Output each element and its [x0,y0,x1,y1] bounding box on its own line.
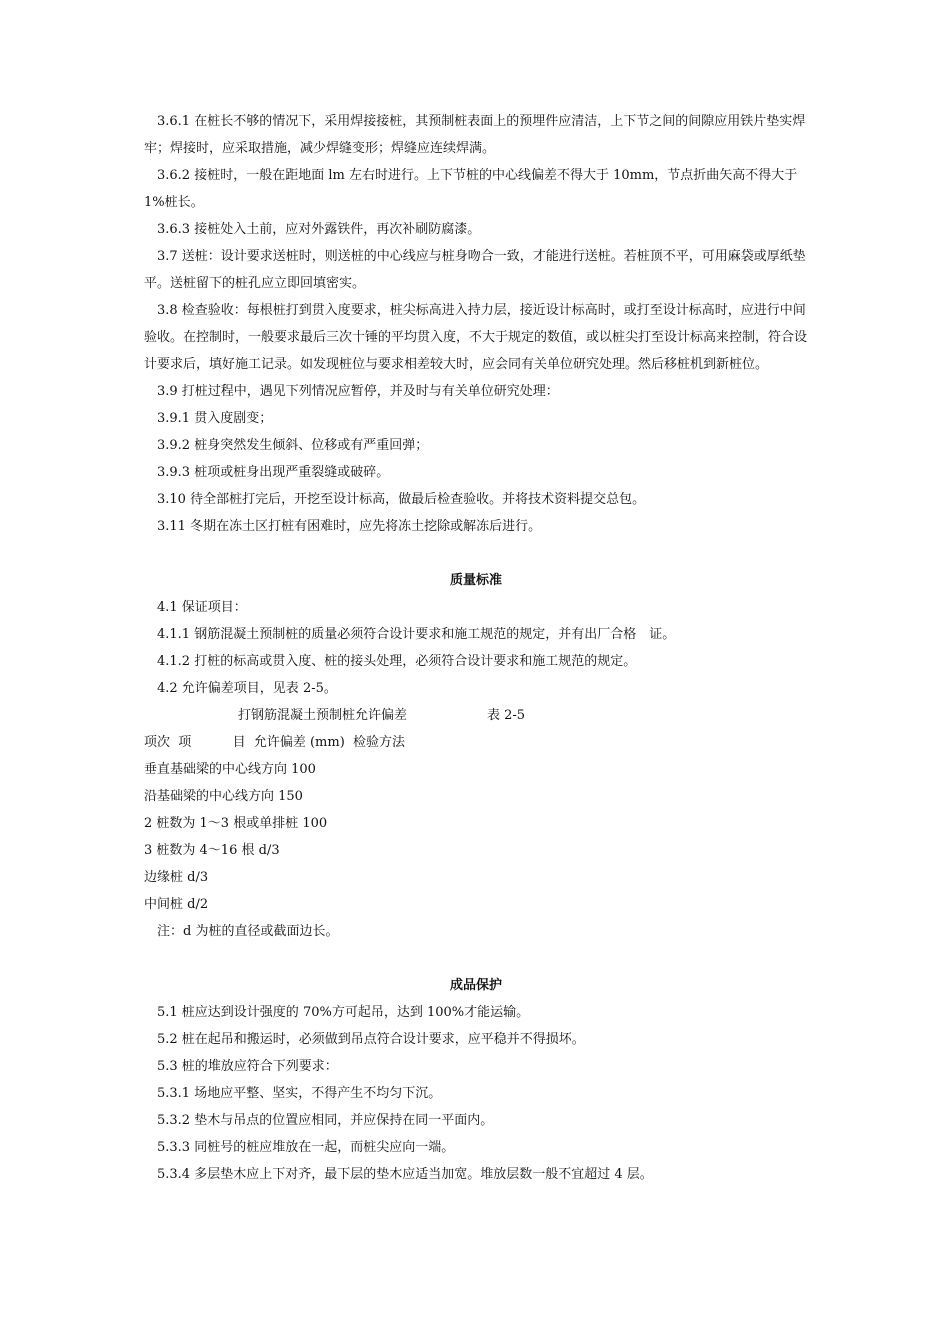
para-3-7: 3.7 送桩：设计要求送桩时，则送桩的中心线应与桩身吻合一致，才能进行送桩。若桩顶不平，可用麻袋或厚纸垫平。送桩留下的桩孔应立即回填密实。 [144,249,806,291]
para-3-9-2: 3.9.2 桩身突然发生倾斜、位移或有严重回弹； [157,438,429,453]
para-3-6-2: 3.6.2 接桩时，一般在距地面 lm 左右时进行。上下节桩的中心线偏差不得大于 10mm，节点折曲矢高不得大于 1%桩长。 [144,168,798,210]
table-row: 边缘桩 d/3 [144,870,209,885]
section-spacer [144,945,808,972]
para-3-9: 3.9 打桩过程中，遇见下列情况应暂停，并及时与有关单位研究处理： [157,384,559,399]
para-5-1: 5.1 桩应达到设计强度的 70%方可起吊，达到 100%才能运输。 [157,1005,530,1020]
para-5-2: 5.2 桩在起吊和搬运时，必须做到吊点符合设计要求，应平稳并不得损坏。 [157,1032,585,1047]
table-row: 3 桩数为 4～16 根 d/3 [144,843,280,858]
para-3-9-3: 3.9.3 桩项或桩身出现严重裂缝或破碎。 [157,465,390,480]
document-body [144,108,808,1188]
table-row: 垂直基础梁的中心线方向 100 [144,762,316,777]
para-4-2: 4.2 允许偏差项目，见表 2-5。 [157,681,337,696]
para-3-10: 3.10 待全部桩打完后，开挖至设计标高，做最后检查验收。并将技术资料提交总包。 [157,492,646,507]
table-note: 注：d 为桩的直径或截面边长。 [157,924,339,939]
section-spacer [144,540,808,567]
para-4-1: 4.1 保证项目： [157,600,247,615]
heading-quality-standard: 质量标准 [449,573,502,588]
table-caption [144,702,808,729]
para-4-1-2: 4.1.2 打桩的标高或贯入度、桩的接头处理，必须符合设计要求和施工规范的规定。 [157,654,637,669]
table-row: 中间桩 d/2 [144,897,209,912]
table-header-row: 项次 项 目 允许偏差 (mm) 检验方法 [144,735,406,750]
para-4-1-1: 4.1.1 钢筋混凝土预制桩的质量必须符合设计要求和施工规范的规定，并有出厂合格 证。 [157,627,676,642]
para-5-3-1: 5.3.1 场地应平整、坚实，不得产生不均匀下沉。 [157,1086,442,1101]
para-3-6-3: 3.6.3 接桩处入土前，应对外露铁件，再次补刷防腐漆。 [157,222,481,237]
table-title: 打钢筋混凝土预制桩允许偏差 [238,708,408,723]
table-number: 表 2-5 [487,708,526,723]
para-3-11: 3.11 冬期在冻土区打桩有困难时，应先将冻土挖除或解冻后进行。 [157,519,542,534]
para-3-6-1: 3.6.1 在桩长不够的情况下，采用焊接接桩，其预制桩表面上的预埋件应清洁，上下节之间的间隙应用铁片垫实焊牢；焊接时，应采取措施，减少焊缝变形；焊缝应连续焊满。 [144,114,806,156]
para-5-3: 5.3 桩的堆放应符合下列要求： [157,1059,338,1074]
para-5-3-3: 5.3.3 同桩号的桩应堆放在一起，而桩尖应向一端。 [157,1140,455,1155]
table-row: 沿基础梁的中心线方向 150 [144,789,303,804]
heading-product-protection: 成品保护 [449,978,502,993]
table-row: 2 桩数为 1～3 根或单排桩 100 [144,816,328,831]
para-5-3-2: 5.3.2 垫木与吊点的位置应相同，并应保持在同一平面内。 [157,1113,494,1128]
para-3-9-1: 3.9.1 贯入度剧变； [157,411,273,426]
para-5-3-4: 5.3.4 多层垫木应上下对齐，最下层的垫木应适当加宽。堆放层数一般不宜超过 4 层。 [157,1167,653,1182]
para-3-8: 3.8 检查验收：每根桩打到贯入度要求，桩尖标高进入持力层，接近设计标高时，或打至设计标高时，应进行中间验收。在控制时，一般要求最后三次十锤的平均贯入度，不大于规定的数值，或以桩尖打至设计标高来控制，符合设计要求后，填好施工记录。如发现桩位与要求相差较大时，应会同有关单位研究处理。然后移桩机到新桩位。 [144,303,808,372]
